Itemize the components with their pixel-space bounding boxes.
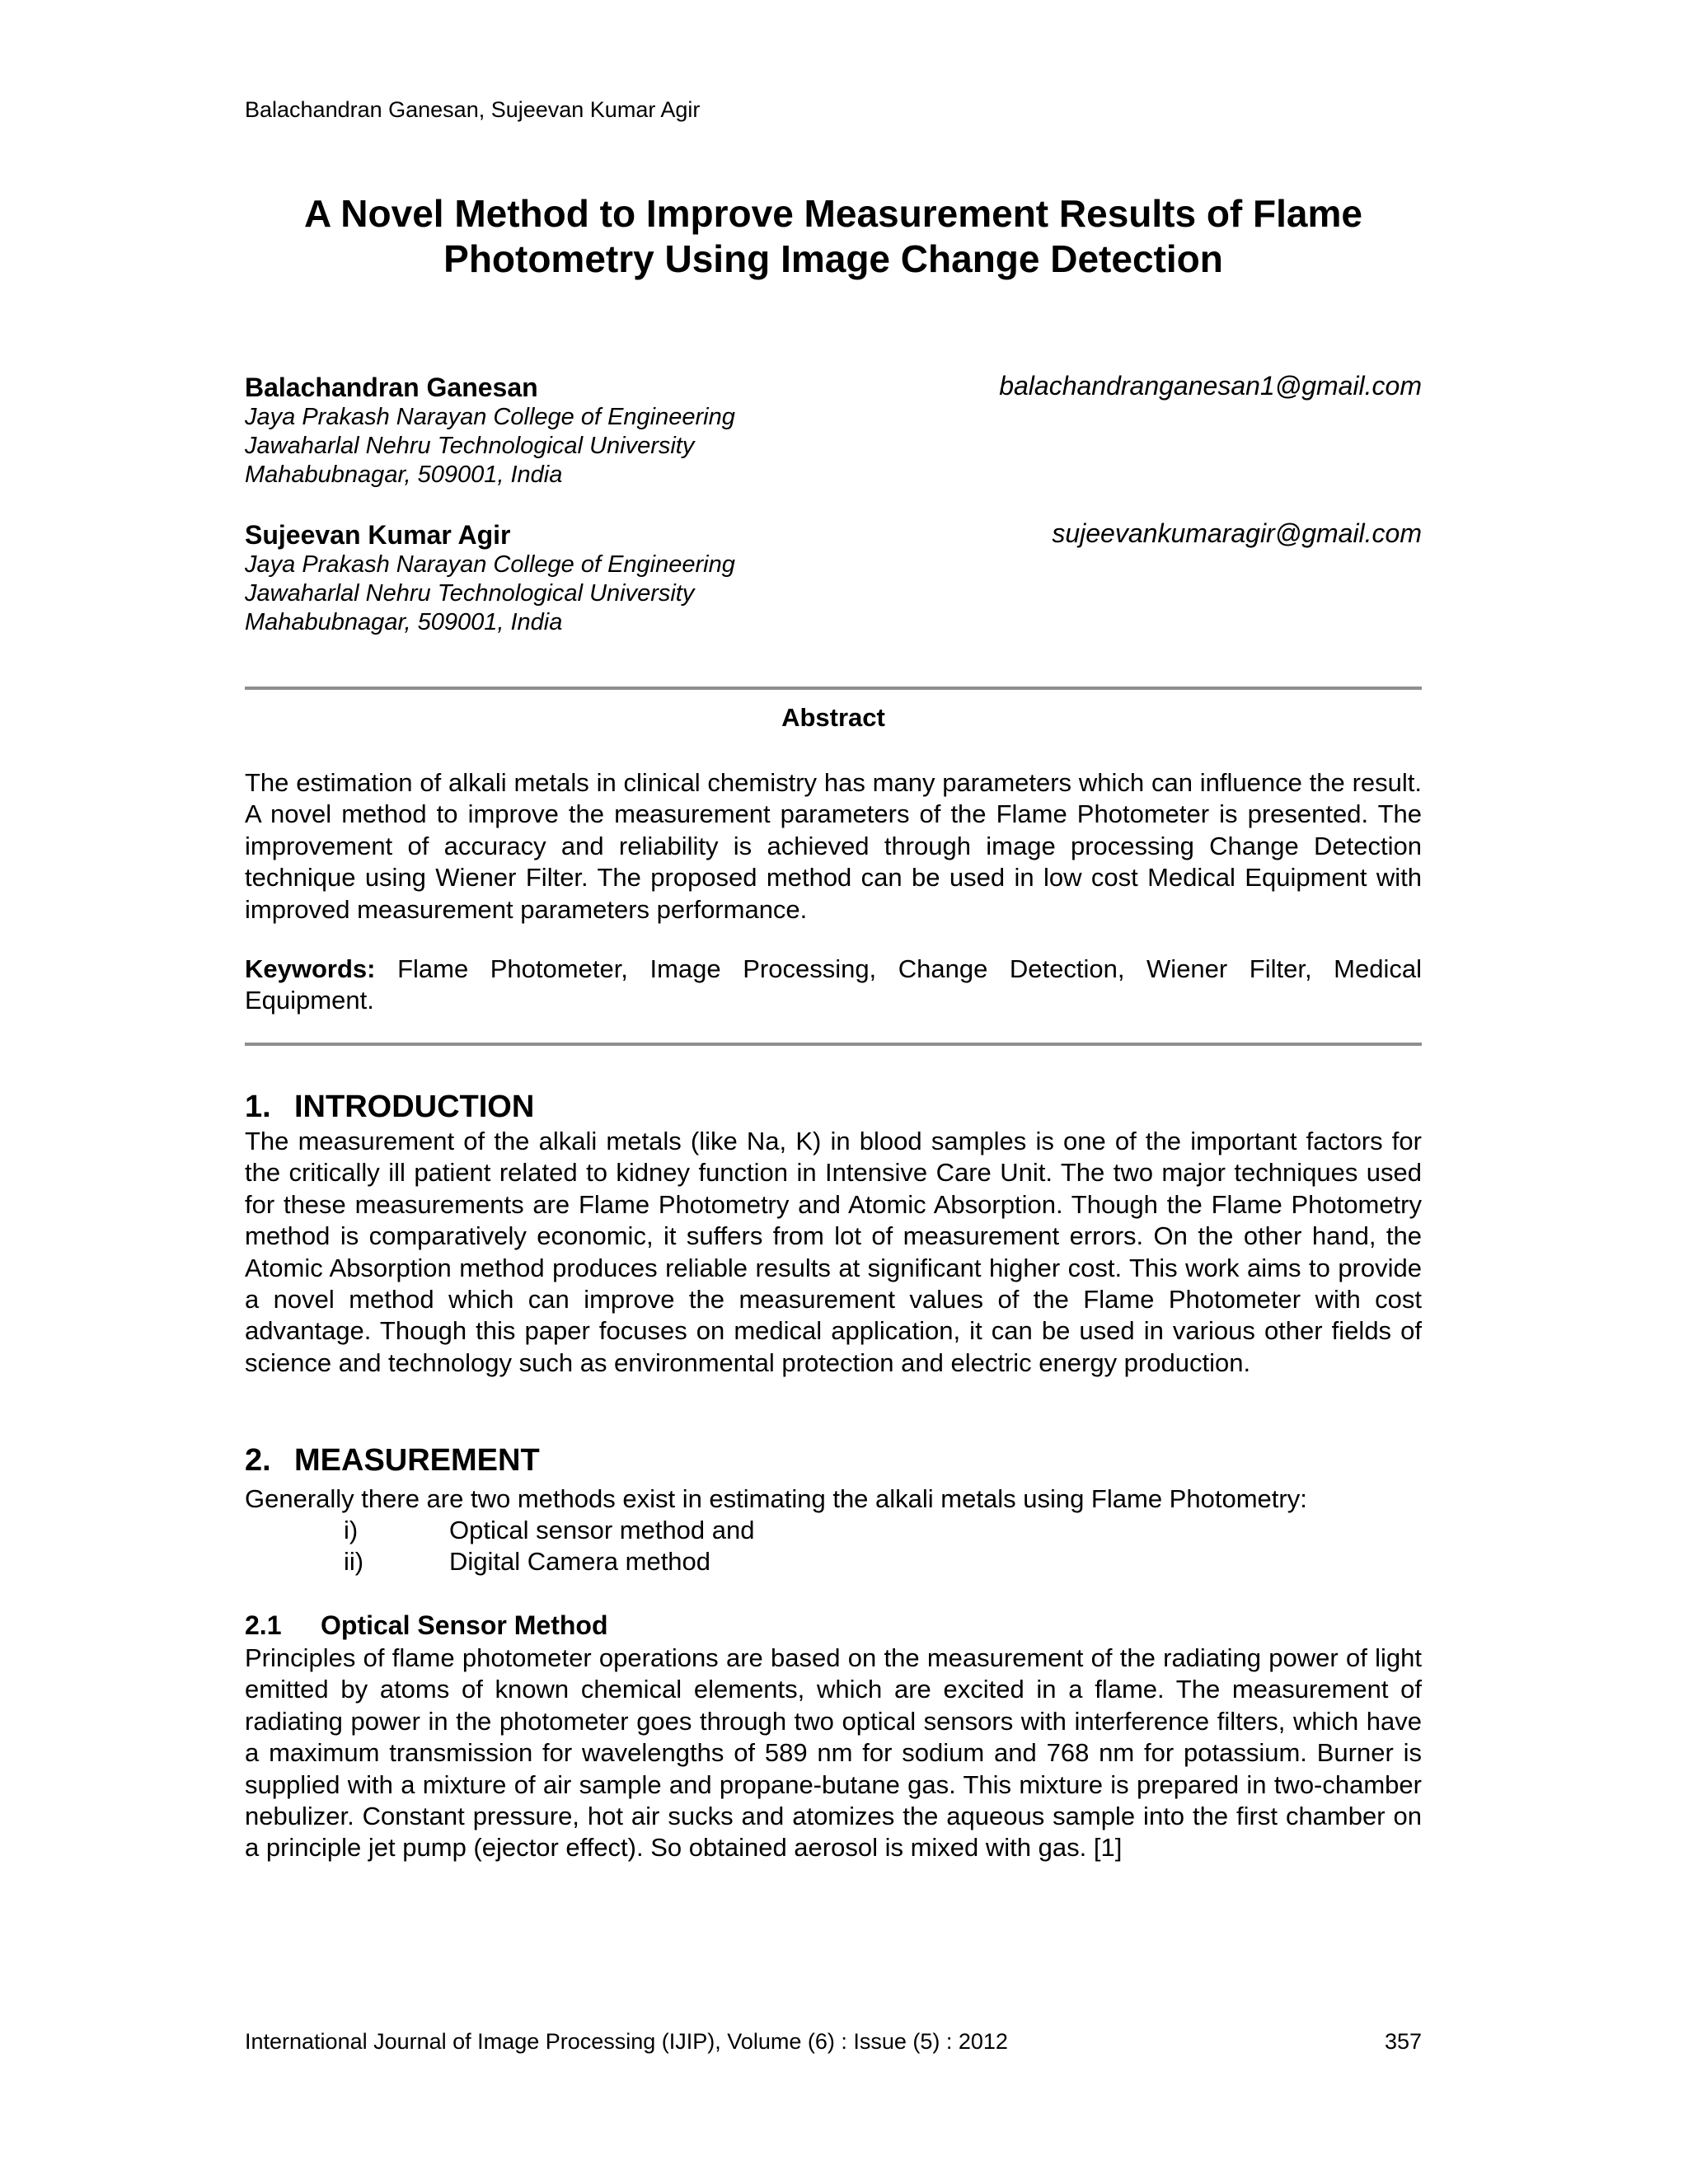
title-line-2: Photometry Using Image Change Detection	[443, 237, 1223, 280]
abstract-text: The estimation of alkali metals in clinical chemistry has many parameters which can influence the result. A novel method to improve the measurement parameters of the Flame Photometer is presented. The improvement of accuracy and reliability is achieved through image processing Change Detection technique using Wiener Filter. The proposed method can be used in low cost Medical Equipment with improved measurement parameters performance.	[245, 768, 1422, 924]
author-affiliation-line: Mahabubnagar, 509001, India	[245, 462, 563, 488]
optical-sensor-text: Principles of flame photometer operations are based on the measurement of the radiating power of light emitted by atoms of known chemical elements, which are excited in a flame. The measurement of radiating power in the photometer goes through two optical sensors with interference filters, which have a maximum transmission for wavelengths of 589 nm for sodium and 768 nm for potassium. Burner is supplied with a mixture of air sample and propane-butane gas. This mixture is prepared in two-chamber nebulizer. Constant pressure, hot air sucks and atomizes the aqueous sample into the first chamber on a principle jet pump (ejector effect). So obtained aerosol is mixed with gas. [1]	[245, 1643, 1422, 1863]
section-number: 1.	[245, 1090, 271, 1124]
section-heading-introduction	[245, 1090, 534, 1125]
list-item	[245, 1546, 1422, 1577]
author-affiliation-line: Jaya Prakash Narayan College of Engineering	[245, 404, 735, 430]
author-block-2	[245, 519, 1422, 637]
abstract-top-rule	[245, 687, 1422, 690]
abstract-heading: Abstract	[781, 703, 885, 732]
list-item-text: Optical sensor method and	[449, 1516, 755, 1544]
list-marker: i)	[344, 1516, 359, 1544]
subsection-number: 2.1	[245, 1610, 282, 1640]
list-item	[245, 1515, 1422, 1546]
abstract-bottom-rule	[245, 1043, 1422, 1046]
title-line-1: A Novel Method to Improve Measurement Results of Flame	[304, 192, 1362, 235]
section-heading-measurement	[245, 1443, 540, 1479]
keywords-paragraph	[245, 954, 1422, 1017]
author-affiliation-line: Jawaharlal Nehru Technological University	[245, 433, 695, 459]
journal-citation: International Journal of Image Processing (IJIP), Volume (6) : Issue (5) : 2012	[245, 2029, 1008, 2054]
section-number: 2.	[245, 1443, 271, 1478]
method-list	[245, 1515, 1422, 1578]
author-block-1	[245, 372, 1422, 490]
section-title: MEASUREMENT	[294, 1443, 540, 1478]
paper-title	[245, 191, 1422, 282]
page-footer	[245, 2029, 1422, 2055]
author-email: balachandranganesan1@gmail.com	[999, 371, 1422, 401]
introduction-text: The measurement of the alkali metals (like Na, K) in blood samples is one of the important factors for the critically ill patient related to kidney function in Intensive Care Unit. The two major techniques used for these measurements are Flame Photometry and Atomic Absorption. Though the Flame Photometry method is comparatively economic, it suffers from lot of measurement errors. On the other hand, the Atomic Absorption method produces reliable results at significant higher cost. This work aims to provide a novel method which can improve the measurement values of the Flame Photometer with cost advantage. Though this paper focuses on medical application, it can be used in various other fields of science and technology such as environmental protection and electric energy production.	[245, 1127, 1422, 1377]
keywords-list: Flame Photometer, Image Processing, Change Detection, Wiener Filter, Medical Equipment.	[245, 954, 1422, 1015]
author-affiliation-line: Jaya Prakash Narayan College of Engineering	[245, 551, 735, 578]
author-affiliation-line: Mahabubnagar, 509001, India	[245, 609, 563, 635]
author-email: sujeevankumaragir@gmail.com	[1052, 518, 1422, 548]
author-name: Balachandran Ganesan	[245, 373, 538, 402]
list-item-text: Digital Camera method	[449, 1547, 711, 1577]
author-affiliation-line: Jawaharlal Nehru Technological University	[245, 580, 695, 607]
author-name: Sujeevan Kumar Agir	[245, 520, 511, 550]
subsection-title: Optical Sensor Method	[321, 1610, 608, 1640]
section-title: INTRODUCTION	[294, 1090, 535, 1124]
running-header: Balachandran Ganesan, Sujeevan Kumar Agir	[245, 97, 701, 122]
subsection-heading-optical-sensor	[245, 1610, 607, 1641]
list-marker: ii)	[344, 1547, 364, 1577]
measurement-text: Generally there are two methods exist in estimating the alkali metals using Flame Photometry:	[245, 1484, 1307, 1513]
keywords-label: Keywords:	[245, 954, 376, 983]
page-number: 357	[1384, 2029, 1422, 2054]
